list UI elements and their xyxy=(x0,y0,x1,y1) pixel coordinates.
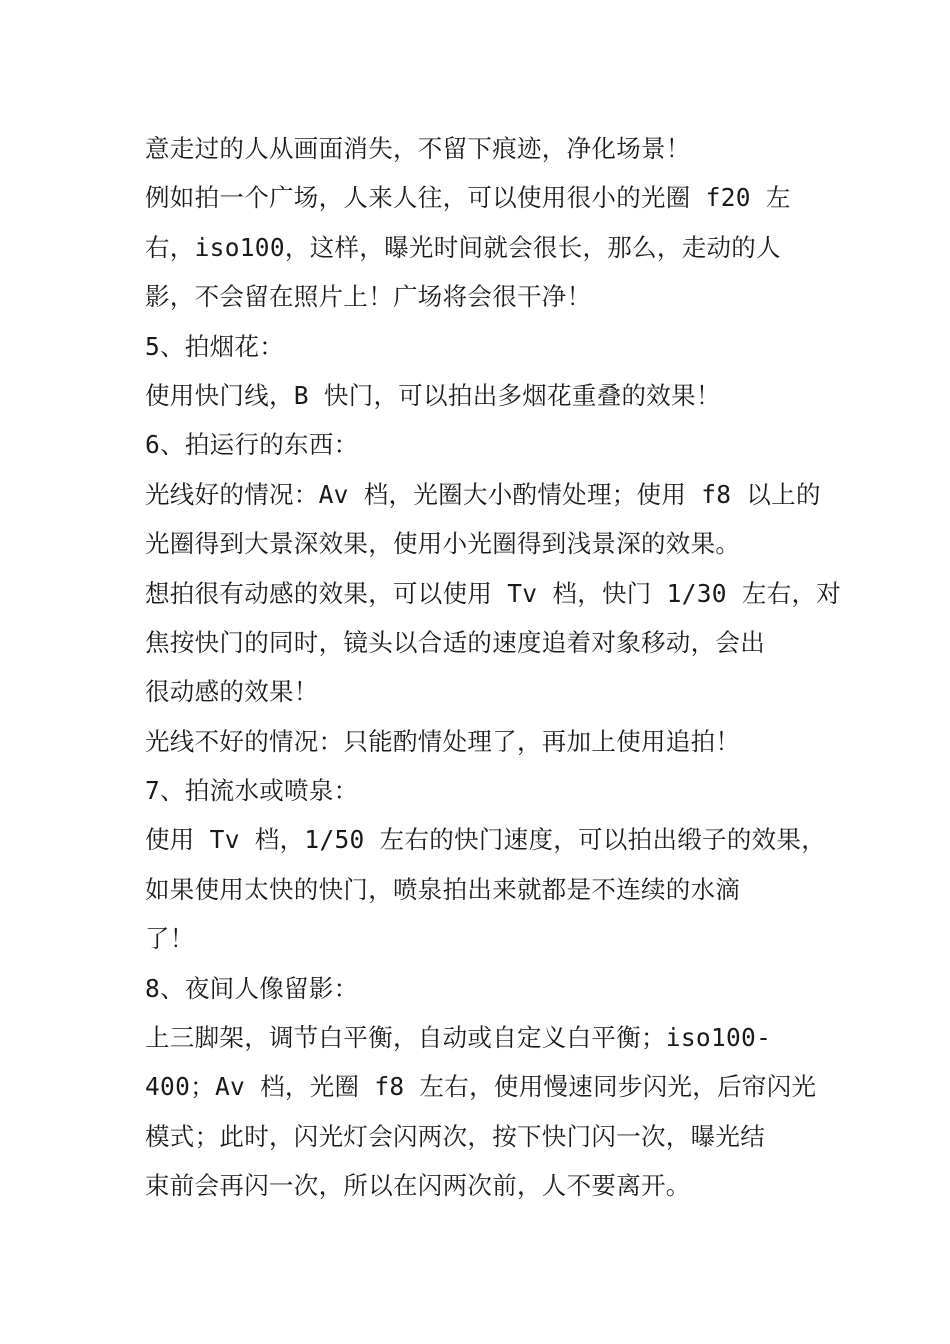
section-heading: 6、拍运行的东西： xyxy=(145,430,359,460)
text-line: 光线不好的情况：只能酌情处理了，再加上使用追拍！ xyxy=(145,726,741,756)
text-line: 模式；此时，闪光灯会闪两次，按下快门闪一次，曝光结 xyxy=(145,1121,765,1151)
text-line: 想拍很有动感的效果，可以使用 Tv 档，快门 1/30 左右，对 xyxy=(145,578,842,608)
text-line: 光圈得到大景深效果，使用小光圈得到浅景深的效果。 xyxy=(145,529,741,559)
text-line: 右，iso100，这样，曝光时间就会很长，那么，走动的人 xyxy=(145,232,781,262)
text-line: 影，不会留在照片上！广场将会很干净！ xyxy=(145,282,592,312)
text-line: 如果使用太快的快门，喷泉拍出来就都是不连续的水滴 xyxy=(145,874,741,904)
text-line: 使用 Tv 档，1/50 左右的快门速度，可以拍出缎子的效果， xyxy=(145,825,827,855)
text-line: 上三脚架，调节白平衡，自动或自定义白平衡；iso100- xyxy=(145,1023,772,1053)
section-heading: 7、拍流水或喷泉： xyxy=(145,776,359,806)
text-line: 例如拍一个广场，人来人往，可以使用很小的光圈 f20 左 xyxy=(145,183,791,213)
text-line: 束前会再闪一次，所以在闪两次前，人不要离开。 xyxy=(145,1171,691,1201)
text-line: 意走过的人从画面消失，不留下痕迹，净化场景！ xyxy=(145,134,691,163)
text-line: 了！ xyxy=(145,924,195,954)
text-line: 焦按快门的同时，镜头以合适的速度追着对象移动，会出 xyxy=(145,627,765,657)
text-line: 很动感的效果！ xyxy=(145,677,319,707)
text-line: 光线好的情况：Av 档，光圈大小酌情处理；使用 f8 以上的 xyxy=(145,479,821,509)
text-line: 400；Av 档，光圈 f8 左右，使用慢速同步闪光，后帘闪光 xyxy=(145,1072,817,1102)
text-line: 使用快门线，B 快门，可以拍出多烟花重叠的效果！ xyxy=(145,380,721,410)
section-heading: 5、拍烟花： xyxy=(145,331,285,361)
document-body xyxy=(145,124,842,1211)
section-heading: 8、夜间人像留影： xyxy=(145,973,359,1003)
